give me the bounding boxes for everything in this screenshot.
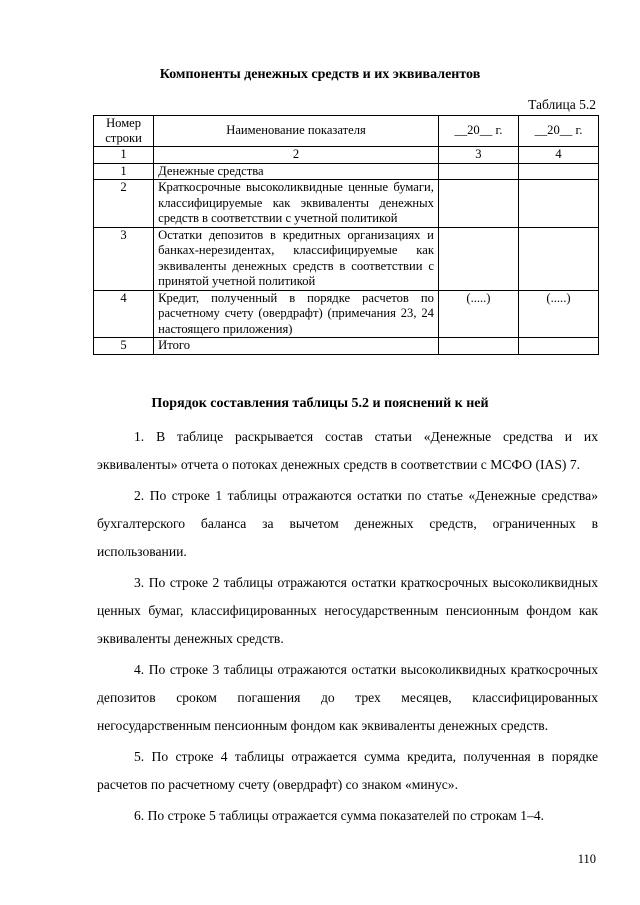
column-number: 2 [154,147,439,164]
table-row [94,180,599,228]
row-value-year-1: (.....) [438,290,518,338]
paragraph: 3. По строке 2 таблицы отражаются остатки краткосрочных высоколиквидных ценных бумаг, классифицированных негосударственным пенсионным фондом как эквиваленты денежных средств. [97,575,598,646]
table-row [94,163,599,180]
row-value-year-2 [518,180,598,228]
column-numbers-row [94,147,599,164]
row-value-year-2 [518,163,598,180]
column-number: 3 [438,147,518,164]
row-value-year-2 [518,338,598,355]
column-number: 4 [518,147,598,164]
cash-components-table [93,115,599,355]
table-row [94,290,599,338]
row-value-year-2 [518,227,598,290]
row-name: Денежные средства [154,163,439,180]
document-title: Компоненты денежных средств и их эквивалентов [159,67,481,82]
paragraph: 4. По строке 3 таблицы отражаются остатки высоколиквидных краткосрочных депозитов сроком погашения до трех месяцев, классифицированных негосударственным пенсионным фондом как эквиваленты денежных средств. [97,662,598,733]
column-number: 1 [94,147,154,164]
table-row [94,227,599,290]
row-number: 2 [94,180,154,228]
header-indicator-name: Наименование показателя [154,116,439,147]
row-number: 4 [94,290,154,338]
row-name: Итого [154,338,439,355]
table-header-row [94,116,599,147]
header-year-1: __20__ г. [438,116,518,147]
row-name: Кредит, полученный в порядке расчетов по расчетному счету (овердрафт) (примечания 23, 24 настоящего приложения) [154,290,439,338]
row-name: Краткосрочные высоколиквидные ценные бумаги, классифицируемые как эквиваленты денежных средств в соответствии с учетной политикой [154,180,439,228]
row-value-year-1 [438,180,518,228]
table-row-total [94,338,599,355]
header-year-2: __20__ г. [518,116,598,147]
paragraph: 1. В таблице раскрывается состав статьи «Денежные средства и их эквиваленты» отчета о потоках денежных средств в соответствии с МСФО (IAS) 7. [97,429,598,472]
row-name: Остатки депозитов в кредитных организациях и банках-нерезидентах, классифицируемые как эквиваленты денежных средств в соответствии с принятой учетной политикой [154,227,439,290]
row-value-year-2: (.....) [518,290,598,338]
row-number: 3 [94,227,154,290]
row-value-year-1 [438,227,518,290]
page-number: 110 [577,852,596,866]
paragraph: 5. По строке 4 таблицы отражается сумма кредита, полученная в порядке расчетов по расчетному счету (овердрафт) со знаком «минус». [97,749,598,792]
paragraph: 6. По строке 5 таблицы отражается сумма показателей по строкам 1–4. [134,808,545,823]
row-value-year-1 [438,338,518,355]
table-caption: Таблица 5.2 [528,97,596,112]
body-text [97,423,598,833]
section-subtitle: Порядок составления таблицы 5.2 и пояснений к ней [151,396,489,411]
header-row-number: Номер строки [94,116,154,147]
row-number: 1 [94,163,154,180]
row-number: 5 [94,338,154,355]
row-value-year-1 [438,163,518,180]
paragraph: 2. По строке 1 таблицы отражаются остатки по статье «Денежные средства» бухгалтерского баланса за вычетом денежных средств, ограниченных в использовании. [97,488,598,559]
